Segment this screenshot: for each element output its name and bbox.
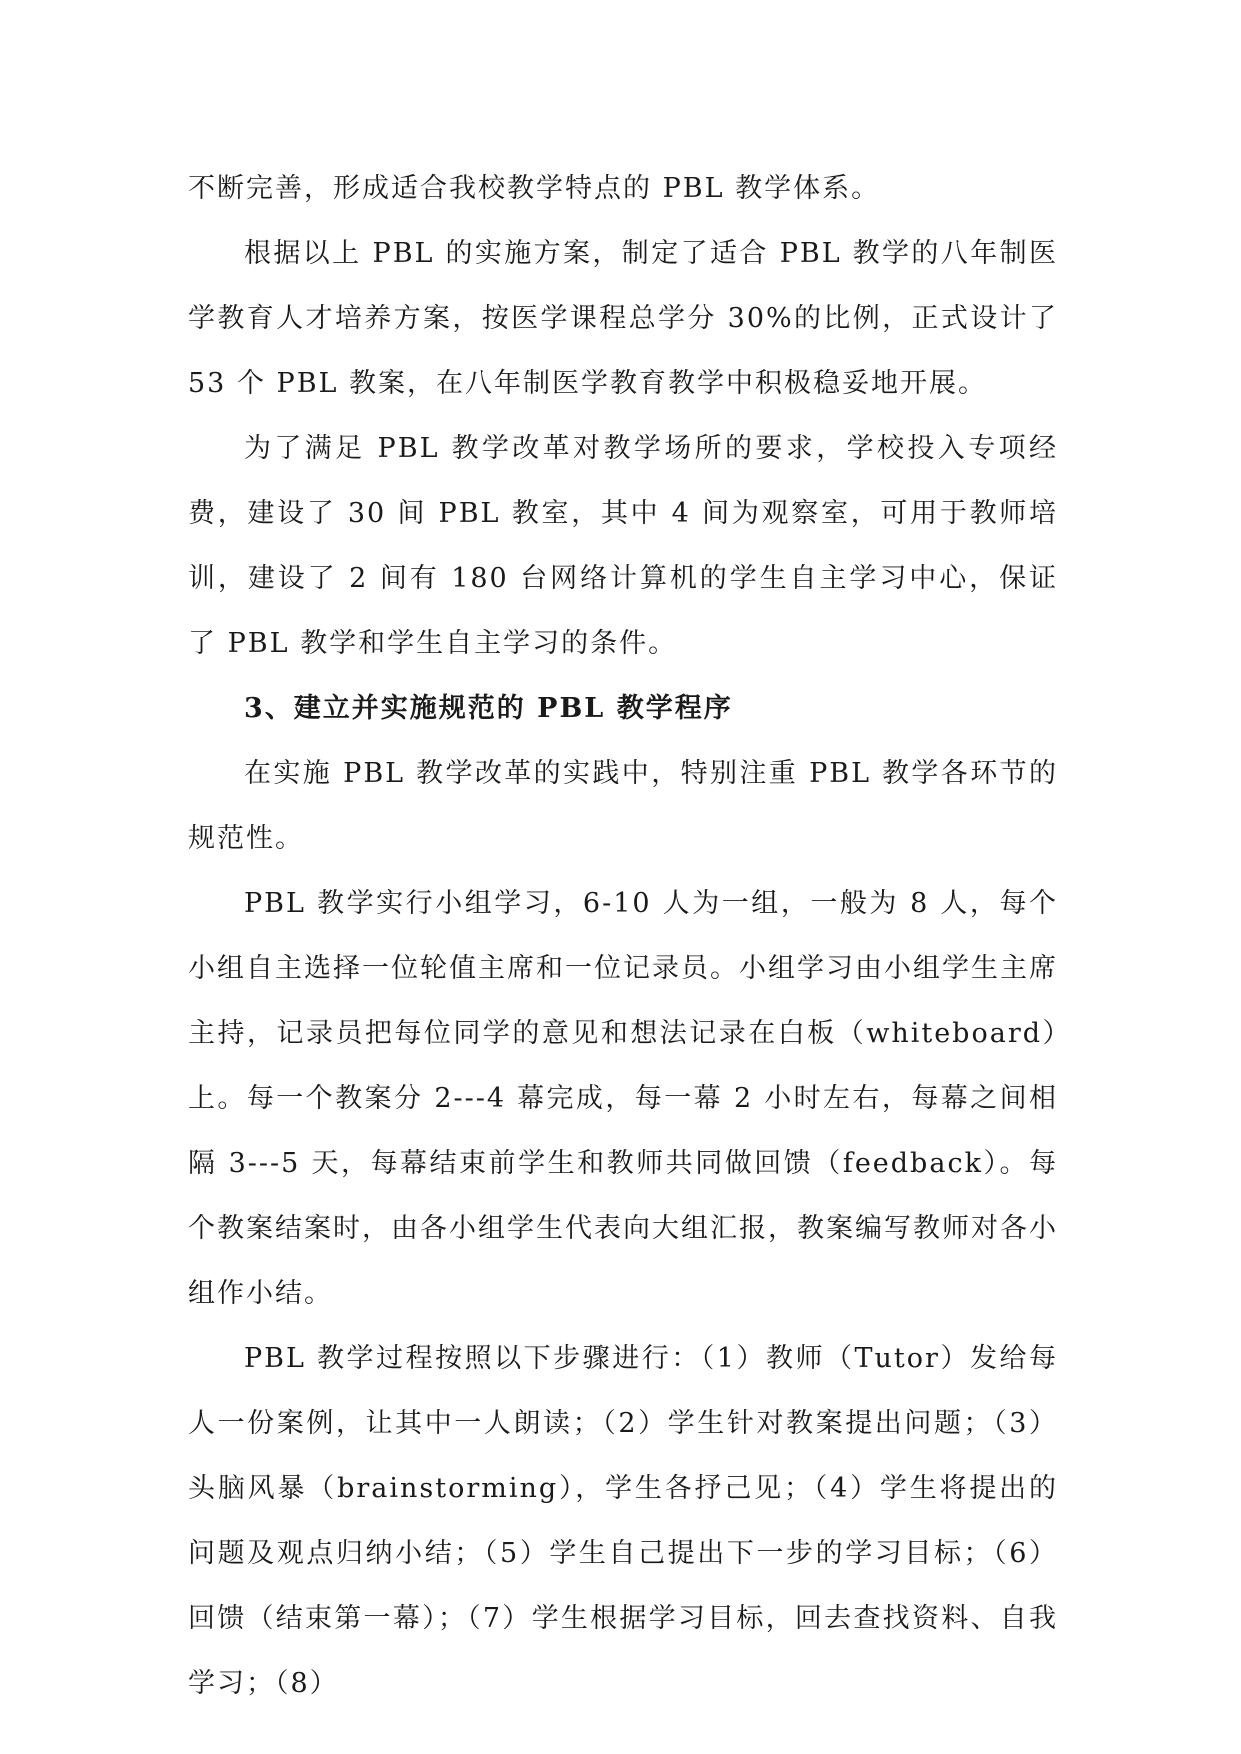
section-heading: 3、建立并实施规范的 PBL 教学程序 <box>244 693 733 724</box>
document-body <box>188 156 1058 1716</box>
paragraph-process-steps: PBL 教学过程按照以下步骤进行：（1）教师（Tutor）发给每人一份案例，让其中一人朗读；（2）学生针对教案提出问题；（3）头脑风暴（brainstorming），学生各抒己见；（4）学生将提出的问题及观点归纳小结；（5）学生自己提出下一步的学习目标；（6）回馈（结束第一幕）；（7）学生根据学习目标，回去查找资料、自我学习；（8） <box>188 1343 1058 1699</box>
paragraph-pbl-plan: 根据以上 PBL 的实施方案，制定了适合 PBL 教学的八年制医学教育人才培养方案，按医学课程总学分 30%的比例，正式设计了 53 个 PBL 教案，在八年制医学教育教学中积极稳妥地开展。 <box>188 238 1058 399</box>
paragraph-classrooms: 为了满足 PBL 教学改革对教学场所的要求，学校投入专项经费，建设了 30 间 PBL 教室，其中 4 间为观察室，可用于教师培训，建设了 2 间有 180 台网络计算机的学生自主学习中心，保证了 PBL 教学和学生自主学习的条件。 <box>188 433 1058 659</box>
paragraph-group-learning: PBL 教学实行小组学习，6-10 人为一组，一般为 8 人，每个小组自主选择一位轮值主席和一位记录员。小组学习由小组学生主席主持，记录员把每位同学的意见和想法记录在白板（whiteboard）上。每一个教案分 2---4 幕完成，每一幕 2 小时左右，每幕之间相隔 3---5 天，每幕结束前学生和教师共同做回馈（feedback）。每个教案结案时，由各小组学生代表向大组汇报，教案编写教师对各小组作小结。 <box>188 888 1058 1309</box>
paragraph-standards: 在实施 PBL 教学改革的实践中，特别注重 PBL 教学各环节的规范性。 <box>188 758 1058 854</box>
paragraph-continuation: 不断完善，形成适合我校教学特点的 PBL 教学体系。 <box>188 173 881 204</box>
